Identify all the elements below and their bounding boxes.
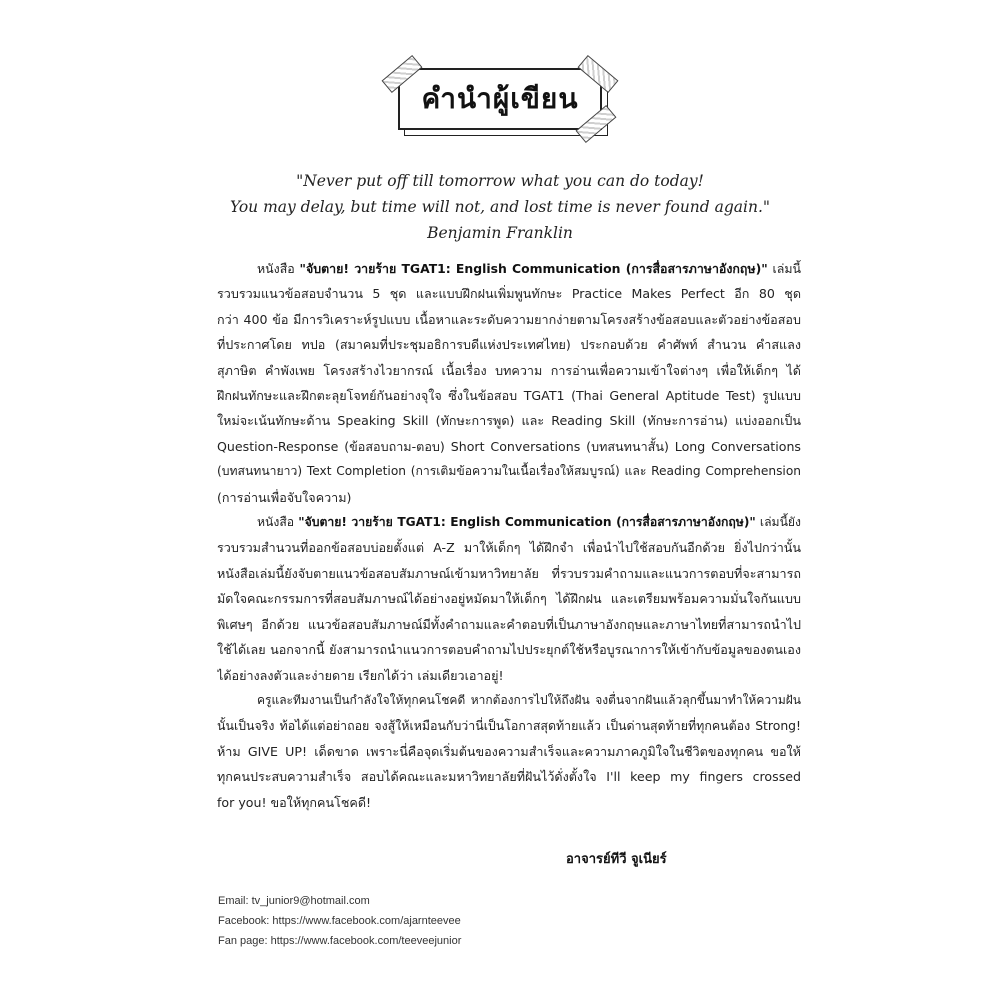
contact-email: Email: tv_junior9@hotmail.com [218,895,370,907]
line-text: หนังสือ [257,261,300,276]
book-title-bold: "จับตาย! วายร้าย TGAT1: English Communication (การสื่อสารภาษาอังกฤษ)" [299,261,768,276]
body-line: รวบรวมสำนวนที่ออกข้อสอบบ่อยตั้งแต่ A-Z มาให้เด็กๆ ได้ฝึกจำ เพื่อนำไปใช้สอบกันอีกด้วย ยิ่งไปกว่านั้น [217,540,801,556]
title-frame [398,68,606,134]
body-text [217,256,801,815]
body-line: Question-Response (ข้อสอบถาม-ตอบ) Short Conversations (บทสนทนาสั้น) Long Conversations [217,438,801,454]
body-line: ฝึกฝนทักษะและฝึกตะลุยโจทย์กันอย่างจุใจ ซึ่งในข้อสอบ TGAT1 (Thai General Aptitude Test) รูปแบบ [217,388,801,404]
title-box [398,68,602,130]
body-line: (การอ่านเพื่อจับใจความ) [217,489,352,505]
body-line: พิเศษๆ อีกด้วย แนวข้อสอบสัมภาษณ์มีทั้งคำถามและคำตอบที่เป็นภาษาอังกฤษและภาษาไทยที่สามารถนำไป [217,616,801,632]
body-line: ทุกคนประสบความสำเร็จ สอบได้คณะและมหาวิทยาลัยที่ฝันไว้ดั่งตั้งใจ I'll keep my fingers crossed [217,769,801,785]
page-title: คำนำผู้เขียน [421,82,579,115]
body-line: สุภาษิต คำพังเพย โครงสร้างไวยากรณ์ เนื้อเรื่อง บทความ การอ่านเพื่อความเข้าใจต่างๆ เพื่อให้เด็กๆ ได้ [217,362,801,378]
body-line: ใหม่จะเน้นทักษะด้าน Speaking Skill (ทักษะการพูด) และ Reading Skill (ทักษะการอ่าน) แบ่งออกเป็น [217,413,801,429]
body-line: ที่ประกาศโดย ทปอ (สมาคมที่ประชุมอธิการบดีแห่งประเทศไทย) ประกอบด้วย คำศัพท์ สำนวน คำสแลง [217,337,801,353]
body-line [217,510,801,535]
contact-info [218,891,461,951]
paragraph-2 [217,510,801,688]
quote-block [180,168,820,246]
paragraph-1 [217,256,801,510]
body-line: หนังสือเล่มนี้ยังจับตายแนวข้อสอบสัมภาษณ์เข้ามหาวิทยาลัย ที่รวบรวมคำถามและแนวการตอบที่จะสามารถ [217,565,801,581]
body-line: รวบรวมแนวข้อสอบจำนวน 5 ชุด และแบบฝึกฝนเพิ่มพูนทักษะ Practice Makes Perfect อีก 80 ชุด [217,286,801,302]
body-line: ได้อย่างลงตัวและง่ายดาย เรียกได้ว่า เล่มเดียวเอาอยู่! [217,667,504,683]
body-line: ใช้ได้เลย นอกจากนี้ ยังสามารถนำแนวการตอบคำถามไปประยุกต์ใช้หรือบูรณาการให้เข้ากับข้อมูลของตนเอง [217,642,801,658]
contact-facebook: Facebook: https://www.facebook.com/ajarnteevee [218,915,461,927]
paragraph-3 [217,688,801,815]
body-line: (บทสนทนายาว) Text Completion (การเติมข้อความในเนื้อเรื่องให้สมบูรณ์) และ Reading Comprehension [217,464,801,479]
body-line: นั้นเป็นจริง ท้อได้แต่อย่าถอย จงสู้ให้เหมือนกับว่านี่เป็นโอกาสสุดท้ายแล้ว เป็นด่านสุดท้ายที่ทุกคนต้อง Strong! [217,718,801,734]
quote-author: Benjamin Franklin [427,224,573,242]
quote-line: "Never put off till tomorrow what you can do today! [296,172,704,190]
quote-line: You may delay, but time will not, and lost time is never found again." [229,198,771,216]
line-text: เล่มนี้ยัง [755,515,801,530]
contact-fanpage: Fan page: https://www.facebook.com/teeveejunior [218,935,462,947]
line-text: หนังสือ [257,515,299,530]
body-line: กว่า 400 ข้อ มีการวิเคราะห์รูปแบบ เนื้อหาและระดับความยากง่ายตามโครงสร้างข้อสอบและตัวอย่างข้อสอบ [217,311,801,327]
body-line: มัดใจคณะกรรมการที่สอบสัมภาษณ์ได้อย่างอยู่หมัดมาให้เด็กๆ ได้ฝึกฝน และเตรียมพร้อมความมั่นใจกันแบบ [217,591,801,607]
body-line: for you! ขอให้ทุกคนโชคดี! [217,794,372,810]
author-signature: อาจารย์ทีวี จูเนียร์ [566,852,667,867]
body-line: ครูและทีมงานเป็นกำลังใจให้ทุกคนโชคดี หากต้องการไปให้ถึงฝัน จงตื่นจากฝันแล้วลุกขึ้นมาทำให้ความฝัน [257,692,801,707]
book-title-bold: "จับตาย! วายร้าย TGAT1: English Communication (การสื่อสารภาษาอังกฤษ)" [298,515,756,530]
line-text: เล่มนี้ [767,261,801,276]
body-line: ห้าม GIVE UP! เด็ดขาด เพราะนี่คือจุดเริ่มต้นของความสำเร็จและความภาคภูมิใจในชีวิตของทุกคน ขอให้ [217,743,801,759]
body-line [217,256,801,281]
